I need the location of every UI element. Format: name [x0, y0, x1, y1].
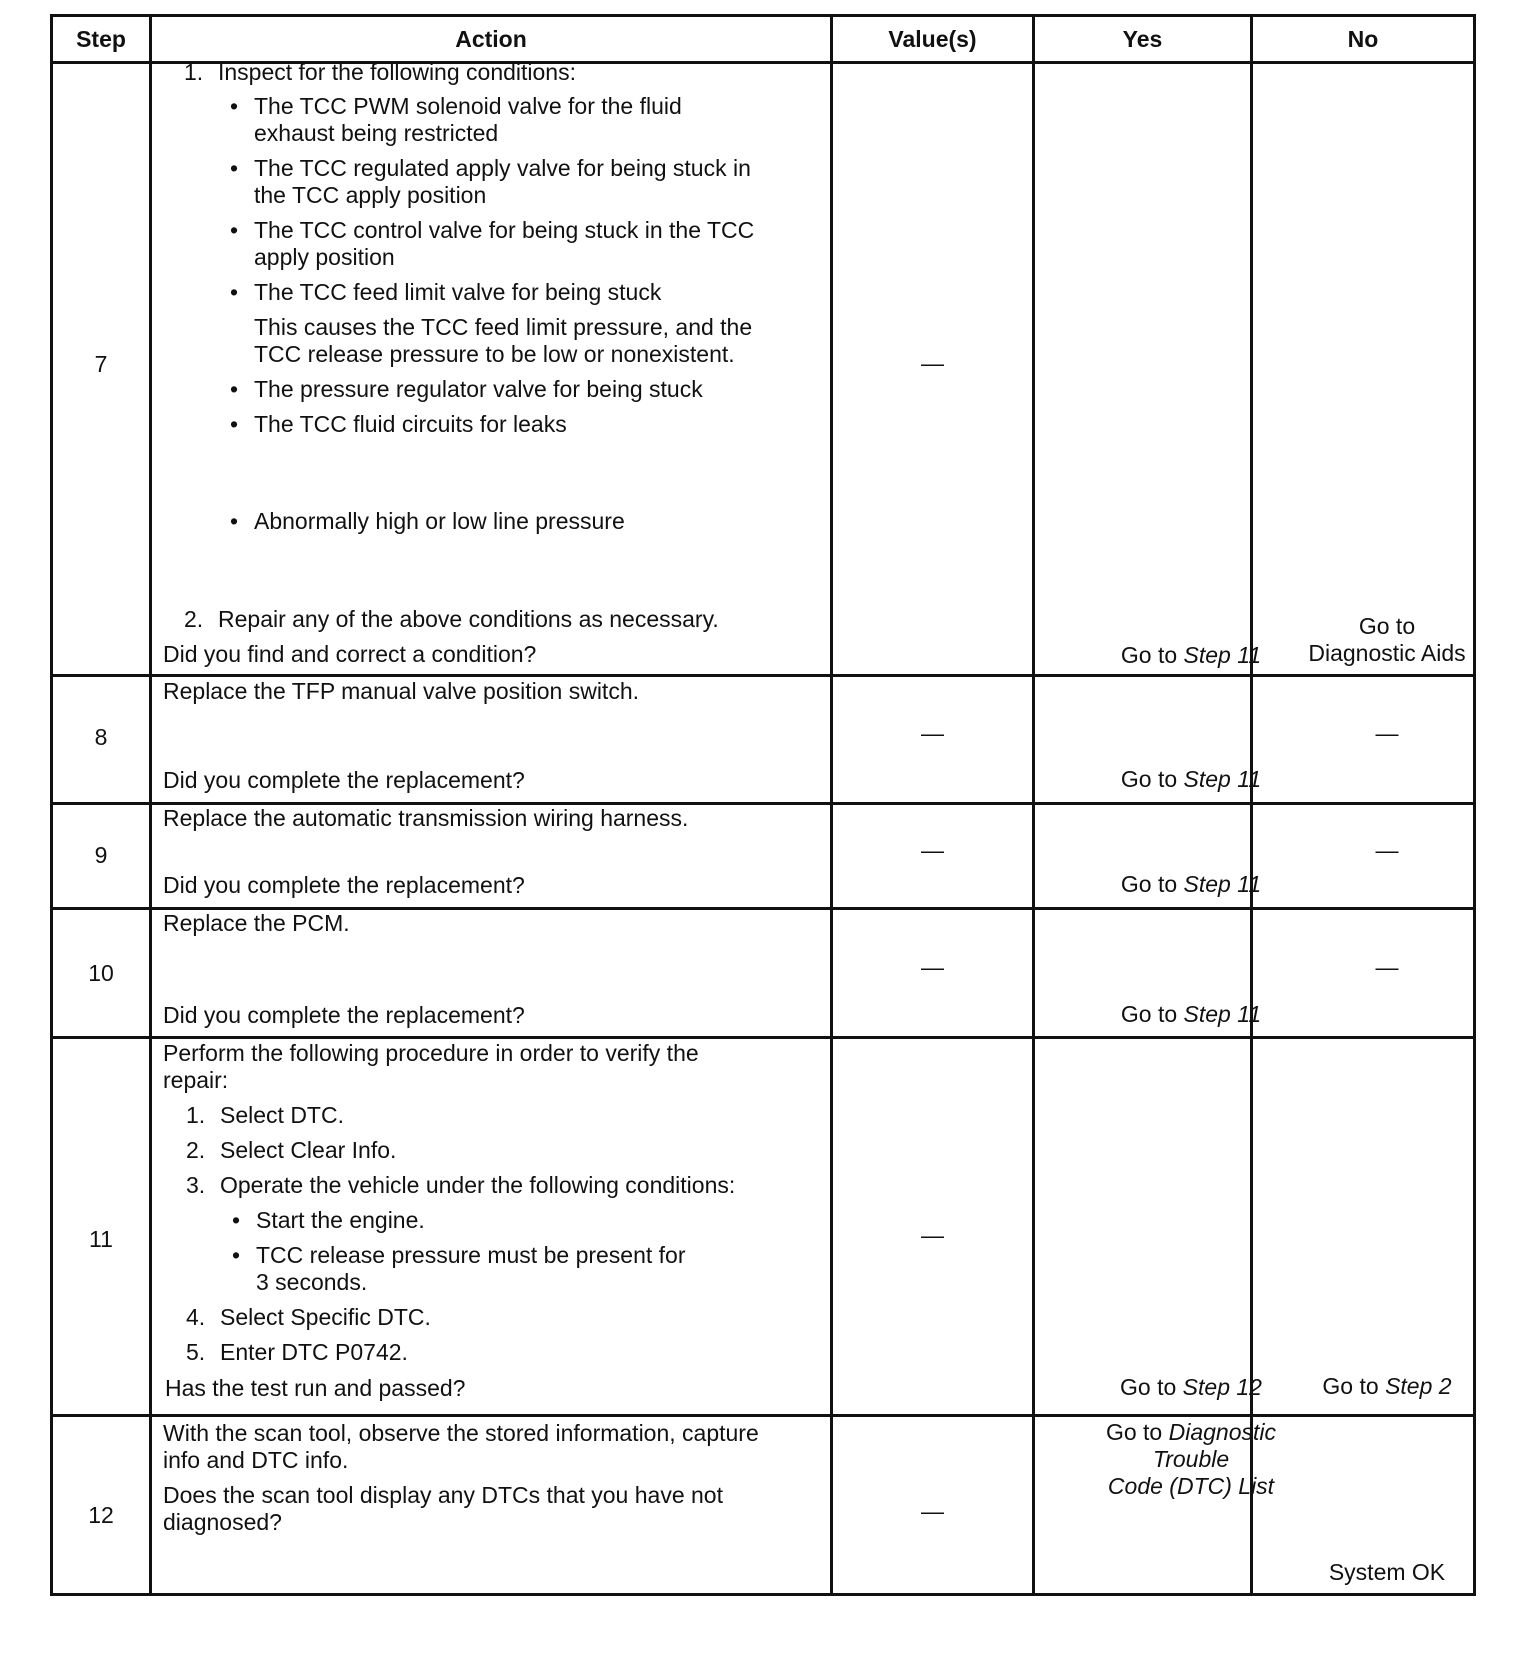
- no-prefix: Go to: [1322, 1373, 1379, 1399]
- no-result: System OK: [1328, 1559, 1446, 1585]
- list-number: 1.: [186, 1102, 206, 1128]
- no-line: Go to: [1358, 613, 1416, 639]
- value-cell: —: [921, 837, 944, 863]
- yes-prefix: Go to: [1120, 642, 1178, 668]
- action-text: Perform the following procedure in order to verify the: [163, 1040, 699, 1066]
- no-result: —: [1375, 837, 1399, 863]
- step-number: 10: [88, 960, 114, 986]
- step-number: 8: [94, 724, 108, 750]
- no-result: —: [1375, 720, 1399, 746]
- action-text: Repair any of the above conditions as necessary.: [218, 606, 719, 632]
- question-text: diagnosed?: [163, 1509, 282, 1535]
- yes-step-ref: Step 11: [1183, 766, 1262, 792]
- question-text: Has the test run and passed?: [165, 1375, 466, 1401]
- header-step: Step: [76, 25, 126, 52]
- yes-prefix: Go to: [1105, 1419, 1163, 1445]
- value-cell: —: [921, 1498, 944, 1524]
- action-text: Select DTC.: [220, 1102, 344, 1128]
- action-text: The TCC regulated apply valve for being stuck in: [254, 155, 751, 181]
- action-text: repair:: [163, 1067, 229, 1093]
- yes-step-ref: Step 11: [1183, 871, 1262, 897]
- list-number: 2.: [184, 606, 204, 632]
- step-number: 12: [88, 1502, 114, 1528]
- action-text: Replace the TFP manual valve position switch.: [163, 678, 640, 704]
- bullet-icon: •: [232, 1207, 241, 1233]
- no-step-ref: Step 2: [1385, 1373, 1452, 1399]
- row-rule: [50, 1036, 1476, 1039]
- action-text: This causes the TCC feed limit pressure, and the: [254, 314, 753, 340]
- action-text: Replace the PCM.: [163, 910, 350, 936]
- action-text: info and DTC info.: [163, 1447, 349, 1473]
- action-text: Select Clear Info.: [220, 1137, 397, 1163]
- bullet-icon: •: [230, 217, 239, 243]
- header-yes: Yes: [1122, 25, 1163, 52]
- step-number: 11: [89, 1226, 113, 1252]
- column-rule: [1032, 14, 1035, 1596]
- yes-result: [1085, 766, 1297, 793]
- action-text: The pressure regulator valve for being stuck: [254, 376, 703, 402]
- action-text: TCC release pressure to be low or nonexistent.: [254, 341, 735, 367]
- action-text: The TCC PWM solenoid valve for the fluid: [254, 93, 682, 119]
- bullet-icon: •: [230, 376, 239, 402]
- no-result: [1300, 1373, 1474, 1400]
- action-text: With the scan tool, observe the stored information, capture: [163, 1420, 759, 1446]
- question-text: Did you find and correct a condition?: [163, 641, 537, 667]
- bullet-icon: •: [230, 155, 239, 181]
- step-number: 7: [94, 351, 108, 377]
- step-number: 9: [94, 842, 108, 868]
- row-rule: [50, 674, 1476, 677]
- value-cell: —: [921, 350, 944, 376]
- list-number: 2.: [186, 1137, 206, 1163]
- question-text: Did you complete the replacement?: [163, 872, 525, 898]
- bullet-icon: •: [230, 93, 239, 119]
- action-text: 3 seconds.: [256, 1269, 368, 1295]
- yes-prefix: Go to: [1120, 1001, 1178, 1027]
- list-number: 5.: [186, 1339, 206, 1365]
- action-text: exhaust being restricted: [254, 120, 499, 146]
- no-result: —: [1375, 954, 1399, 980]
- table-border-left: [50, 14, 53, 1596]
- header-values: Value(s): [888, 25, 977, 52]
- no-result: [1300, 613, 1474, 667]
- column-rule: [149, 14, 152, 1596]
- action-text: Inspect for the following conditions:: [218, 59, 576, 85]
- action-text: The TCC fluid circuits for leaks: [254, 411, 567, 437]
- yes-result: [1085, 1374, 1297, 1401]
- action-text: TCC release pressure must be present for: [256, 1242, 686, 1268]
- header-action: Action: [455, 25, 527, 52]
- action-text: apply position: [254, 244, 395, 270]
- bullet-icon: •: [230, 411, 239, 437]
- yes-step-ref: Step 12: [1182, 1374, 1262, 1400]
- yes-link-text: Trouble: [1152, 1446, 1230, 1472]
- value-cell: —: [921, 1222, 944, 1248]
- yes-link-text: Diagnostic: [1168, 1419, 1277, 1445]
- question-text: Did you complete the replacement?: [163, 767, 525, 793]
- action-text: the TCC apply position: [254, 182, 487, 208]
- action-text: Abnormally high or low line pressure: [254, 508, 625, 534]
- list-number: 4.: [186, 1304, 206, 1330]
- action-text: Replace the automatic transmission wiring harness.: [163, 805, 689, 831]
- list-number: 1.: [184, 59, 204, 85]
- header-no: No: [1347, 25, 1379, 52]
- action-text: Select Specific DTC.: [220, 1304, 431, 1330]
- list-number: 3.: [186, 1172, 206, 1198]
- action-text: Enter DTC P0742.: [220, 1339, 408, 1365]
- bullet-icon: •: [230, 279, 239, 305]
- yes-step-ref: Step 11: [1183, 1001, 1262, 1027]
- yes-result: [1085, 642, 1297, 669]
- action-text: Operate the vehicle under the following conditions:: [220, 1172, 736, 1198]
- yes-prefix: Go to: [1120, 766, 1178, 792]
- column-rule: [1250, 14, 1253, 1596]
- row-rule: [50, 1414, 1476, 1417]
- yes-link-text: Code (DTC) List: [1107, 1473, 1275, 1499]
- bullet-icon: •: [230, 508, 239, 534]
- bullet-icon: •: [232, 1242, 241, 1268]
- yes-prefix: Go to: [1120, 1374, 1177, 1400]
- value-cell: —: [921, 720, 944, 746]
- question-text: Did you complete the replacement?: [163, 1002, 525, 1028]
- column-rule: [830, 14, 833, 1596]
- table-border-bottom: [50, 1593, 1476, 1596]
- diagnostic-table: [50, 14, 1476, 1596]
- yes-result: [1085, 871, 1297, 898]
- table-border-right: [1473, 14, 1476, 1596]
- question-text: Does the scan tool display any DTCs that you have not: [163, 1482, 723, 1508]
- yes-prefix: Go to: [1120, 871, 1178, 897]
- yes-result: [1085, 1419, 1297, 1500]
- value-cell: —: [921, 954, 944, 980]
- no-line: Diagnostic Aids: [1308, 640, 1466, 666]
- action-text: Start the engine.: [256, 1207, 425, 1233]
- yes-result: [1085, 1001, 1297, 1028]
- yes-step-ref: Step 11: [1183, 642, 1262, 668]
- action-text: The TCC control valve for being stuck in the TCC: [254, 217, 755, 243]
- action-text: The TCC feed limit valve for being stuck: [254, 279, 662, 305]
